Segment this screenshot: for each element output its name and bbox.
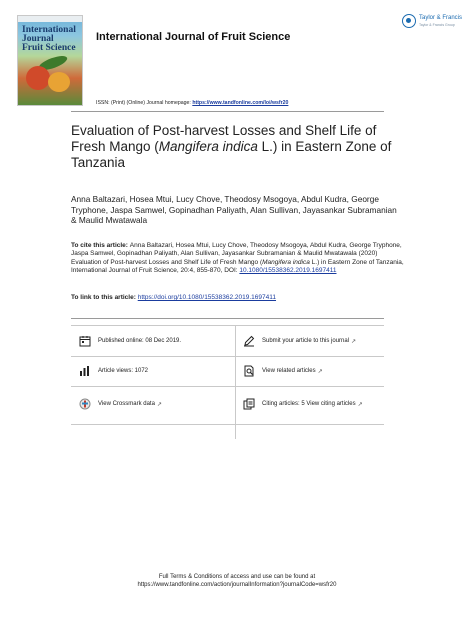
submit-text: Submit your article to this journal — [262, 338, 350, 344]
related-articles-link[interactable] — [243, 358, 323, 384]
link-label: To link to this article: — [71, 294, 138, 301]
cover-band — [18, 16, 82, 22]
external-link-icon: ↗ — [317, 368, 323, 375]
cover-fruit — [26, 66, 50, 90]
external-link-icon: ↗ — [156, 401, 162, 408]
publisher-subname: Taylor & Francis Group — [419, 23, 455, 27]
journal-title[interactable]: International Journal of Fruit Science — [96, 31, 291, 43]
citation-label: To cite this article: — [71, 242, 130, 249]
journal-homepage-link[interactable]: https://www.tandfonline.com/loi/wsfr20 — [192, 100, 289, 106]
citing-text: Citing articles: 5 View citing articles — [262, 401, 356, 407]
cover-fruit — [48, 72, 70, 92]
doi-link[interactable]: 10.1080/15538362.2019.1697411 — [239, 267, 337, 275]
bar-chart-icon — [79, 365, 91, 377]
citation-text: Anna Baltazari, Hosea Mtui, Lucy Chove, Theodosy Msogoya, Abdul Kudra, George Tryphone, Jaspa Samwel, Gopinadhan Paliyath, Alan Sullivan, Jayasankar Subramanian & Maulid Mwatawala (2020) Evaluation of Post-harvest Losses and Shelf Life of Fresh Mango ( — [71, 242, 402, 266]
issn-line — [96, 100, 288, 106]
calendar-icon — [79, 335, 91, 347]
citing-articles-link[interactable] — [243, 391, 363, 417]
article-views — [79, 358, 148, 384]
grid-rule — [71, 325, 384, 326]
grid-rule — [71, 356, 384, 357]
citation-block — [71, 242, 406, 276]
views-text: Article views: 1072 — [98, 368, 149, 374]
divider — [71, 318, 384, 319]
related-text: View related articles — [262, 368, 316, 374]
article-doi-url[interactable]: https://doi.org/10.1080/15538362.2019.1697411 — [137, 294, 277, 301]
crossmark-link[interactable] — [79, 391, 162, 417]
pencil-icon — [243, 335, 255, 347]
citing-documents-icon — [243, 398, 255, 410]
submit-article-link[interactable] — [243, 328, 356, 354]
cover-title — [22, 26, 82, 53]
divider — [71, 111, 384, 112]
external-link-icon: ↗ — [351, 338, 357, 345]
publisher-logo-icon — [402, 14, 416, 28]
cover-title-line3: Fruit Science — [22, 43, 76, 53]
published-text: Published online: 08 Dec 2019. — [98, 338, 182, 344]
cover-title-line2: Journal — [22, 34, 54, 44]
citation-text: L.) in Eastern Zone of Tanzania, International Journal of Fruit Science, 20:4, 855-870, DOI: — [71, 258, 404, 275]
external-link-icon: ↗ — [357, 401, 363, 408]
crossmark-text: View Crossmark data — [98, 401, 155, 407]
crossmark-icon — [79, 398, 91, 410]
cover-title-line1: International — [22, 25, 76, 35]
actions-row — [71, 328, 384, 354]
article-authors: Anna Baltazari, Hosea Mtui, Lucy Chove, Theodosy Msogoya, Abdul Kudra, George Tryphone, Jaspa Samwel, Gopinadhan Paliyath, Alan Sullivan, Jayasankar Subramanian & Maulid Mwatawala — [71, 194, 397, 225]
journal-cover-image — [17, 15, 83, 106]
article-link-line — [71, 294, 276, 301]
citation-species: Mangifera indica — [262, 258, 310, 266]
grid-rule — [71, 386, 384, 387]
grid-rule — [71, 424, 384, 425]
article-title — [71, 123, 411, 171]
footer-line1: Full Terms & Conditions of access and use can be found at — [158, 574, 316, 580]
actions-row — [71, 358, 384, 384]
title-text: Evaluation of Post-harvest Losses and Shelf Life of Fresh Mango ( — [71, 123, 377, 154]
title-species: Mangifera indica — [158, 139, 258, 154]
published-date — [79, 328, 181, 354]
issn-prefix: ISSN: (Print) (Online) Journal homepage: — [96, 100, 193, 106]
actions-row — [71, 391, 384, 417]
title-text: L.) in Eastern Zone of Tanzania — [71, 139, 392, 170]
terms-footer — [0, 573, 474, 589]
publisher-logo[interactable] — [402, 13, 462, 35]
publisher-name: Taylor & Francis — [419, 15, 463, 21]
footer-terms-link[interactable]: https://www.tandfonline.com/action/journalInformation?journalCode=wsfr20 — [137, 582, 337, 588]
search-document-icon — [243, 365, 255, 377]
